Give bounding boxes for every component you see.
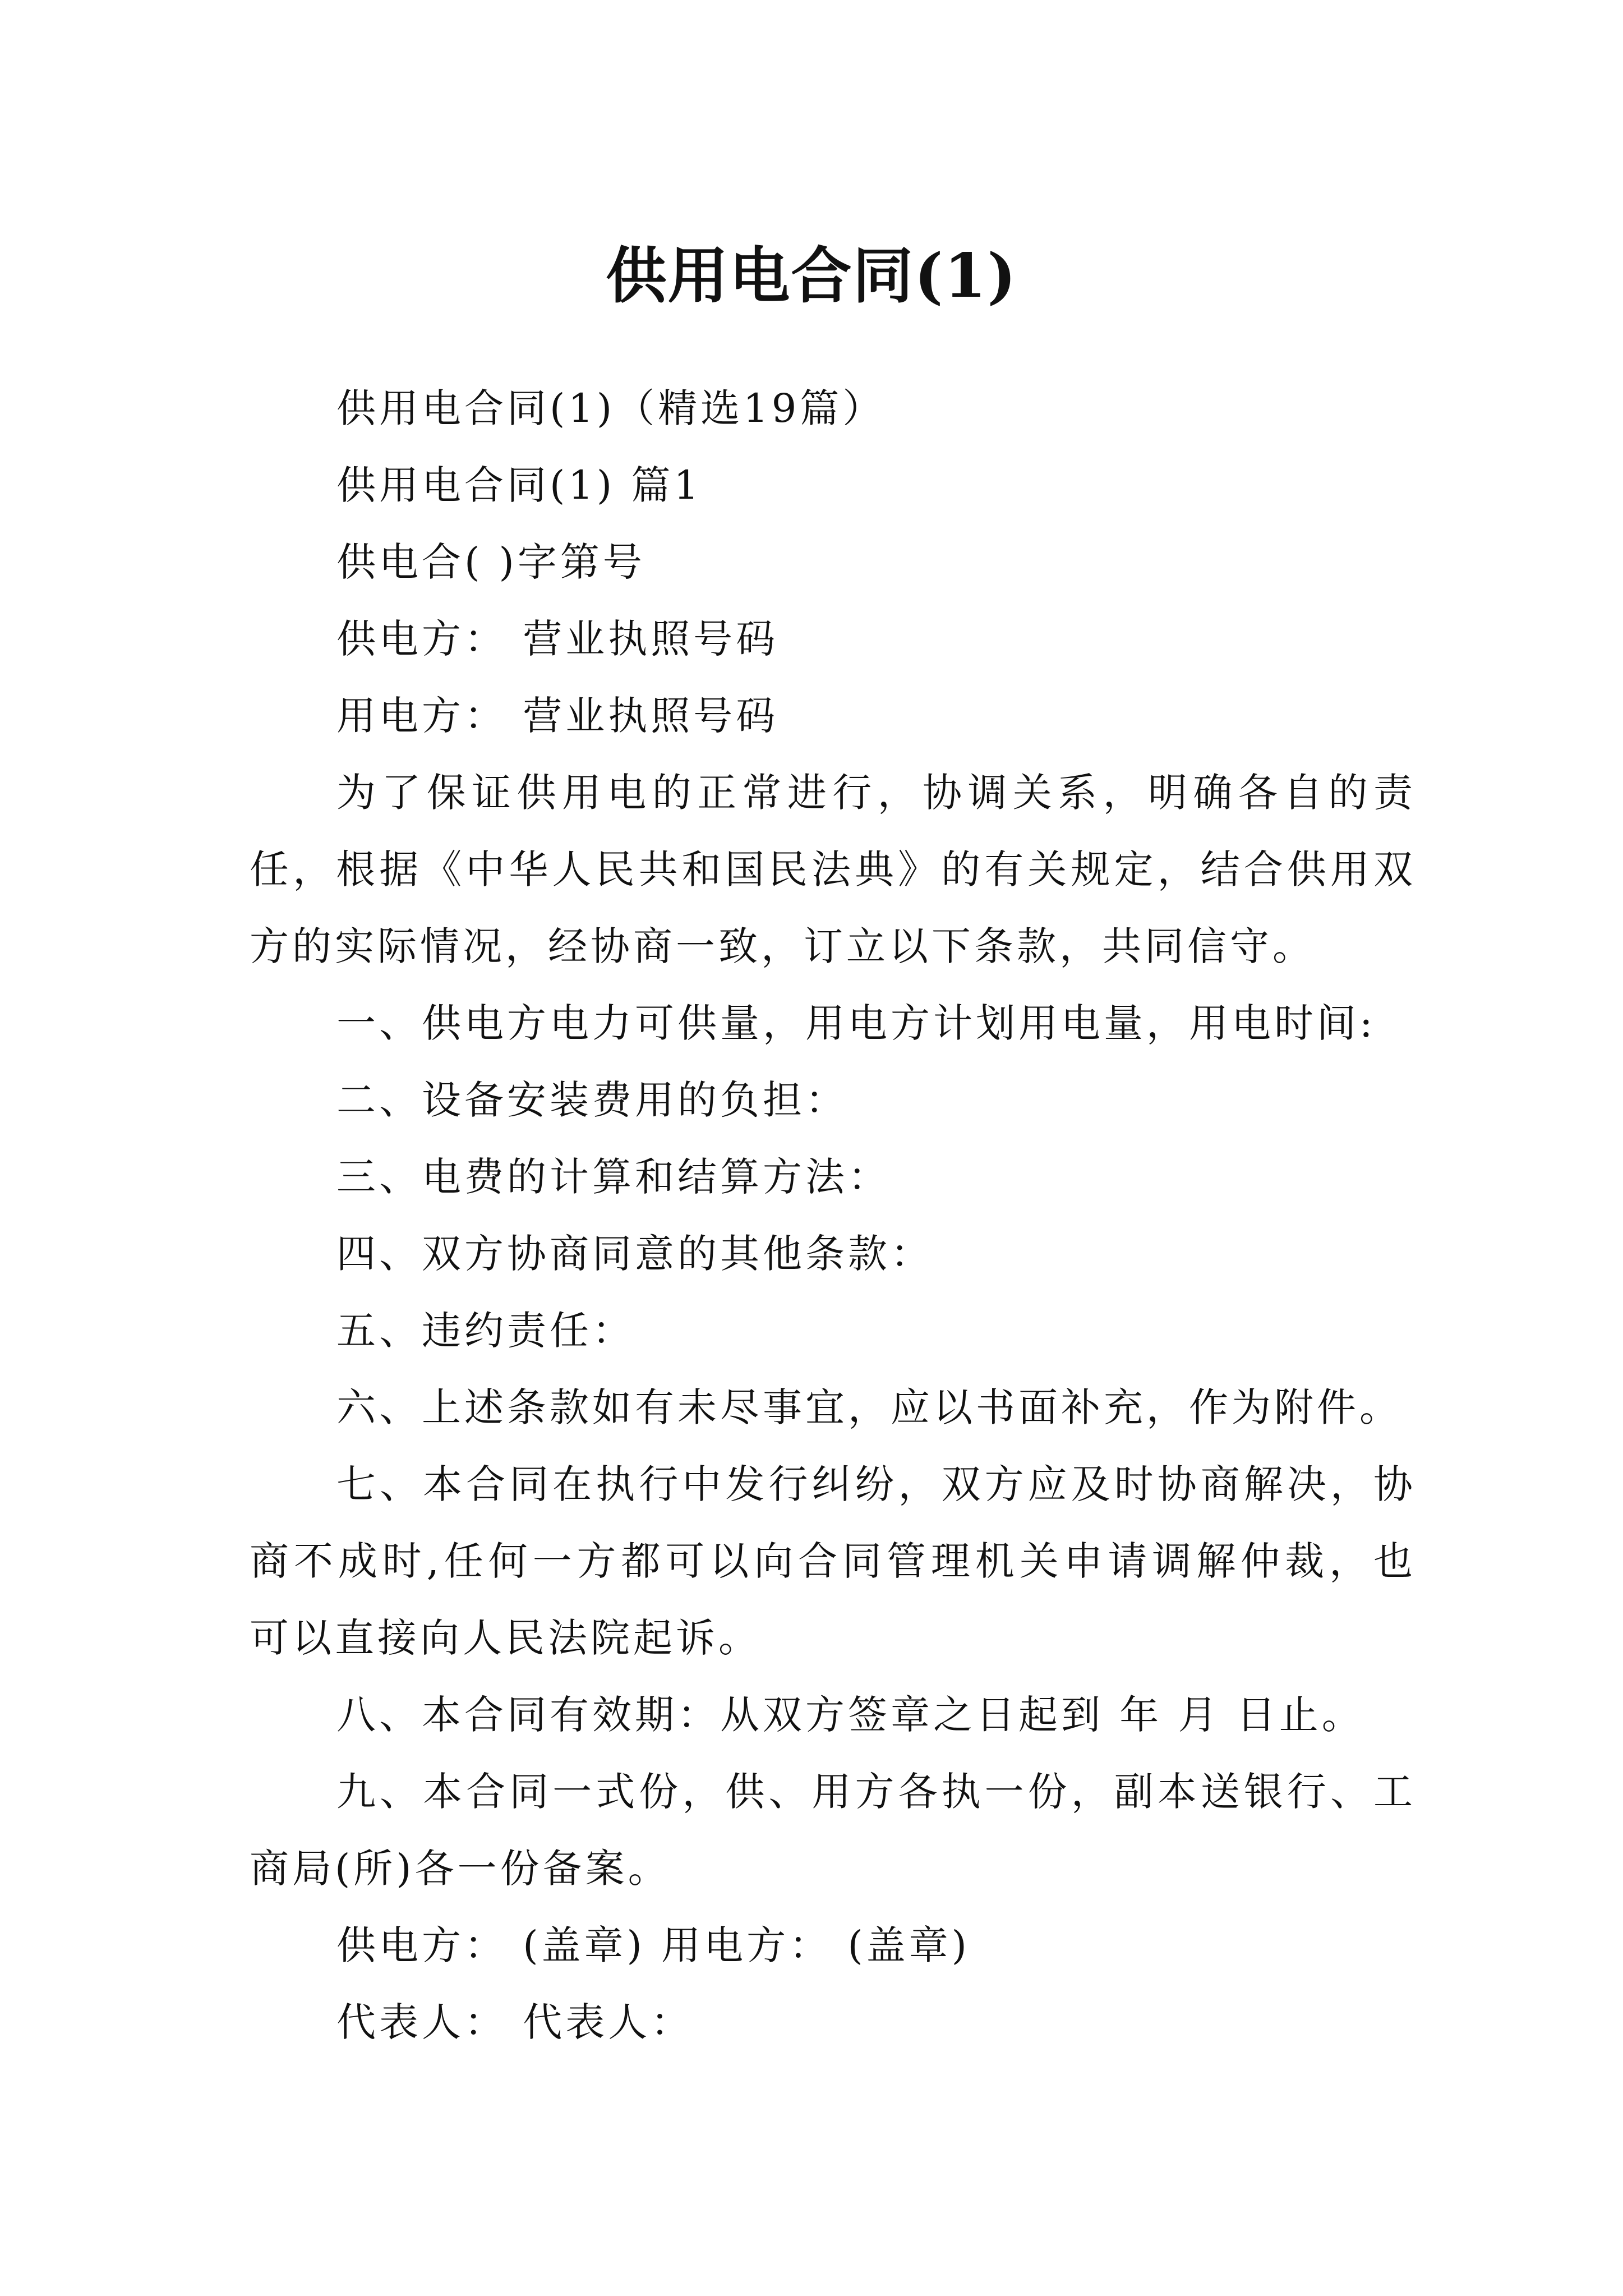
clause-4: 四、双方协商同意的其他条款： — [336, 1231, 933, 1277]
section-heading: 供用电合同(1) 篇1 — [336, 462, 702, 508]
representative-line: 代表人： 代表人： — [336, 1999, 694, 2045]
clause-2: 二、设备安装费用的负担： — [336, 1077, 848, 1123]
subtitle-paragraph: 供用电合同(1)（精选19篇） — [336, 385, 886, 431]
clause-8: 八、本合同有效期：从双方签章之日起到 年 月 日止。 — [336, 1692, 1364, 1738]
contract-number: 供电合( )字第号 — [336, 539, 645, 585]
preamble-paragraph: 为了保证供用电的正常进行，协调关系，明确各自的责任，根据《中华人民共和国民法典》的有关规定，结合供用双方的实际情况，经协商一致，订立以下条款，共同信守。 — [250, 770, 1416, 969]
signature-seal-line: 供电方： (盖章) 用电方： (盖章) — [336, 1922, 970, 1968]
clause-3: 三、电费的计算和结算方法： — [336, 1154, 891, 1200]
document-title: 供用电合同(1) — [606, 241, 1017, 312]
clause-5: 五、违约责任： — [336, 1308, 635, 1354]
clause-7: 七、本合同在执行中发行纠纷，双方应及时协商解决，协商不成时,任何一方都可以向合同管理机关申请调解仲裁，也可以直接向人民法院起诉。 — [250, 1461, 1416, 1661]
clause-9: 九、本合同一式份，供、用方各执一份，副本送银行、工商局(所)各一份备案。 — [250, 1769, 1416, 1892]
consumer-line: 用电方： 营业执照号码 — [336, 693, 779, 739]
supplier-line: 供电方： 营业执照号码 — [336, 616, 779, 662]
clause-6: 六、上述条款如有未尽事宜，应以书面补充，作为附件。 — [336, 1384, 1402, 1430]
clause-1: 一、供电方电力可供量，用电方计划用电量，用电时间: — [336, 1000, 1376, 1046]
document-body — [250, 370, 1416, 2061]
